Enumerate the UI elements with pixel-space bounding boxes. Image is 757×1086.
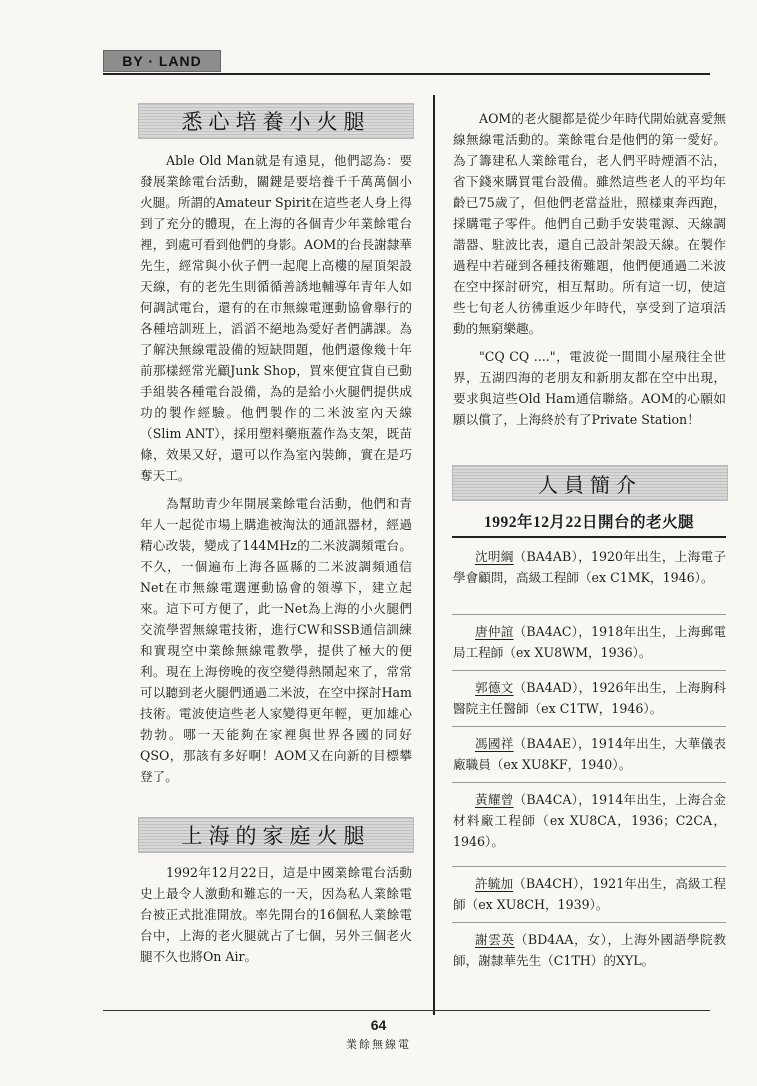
subtitle-rule: [452, 536, 726, 538]
member-entry: [453, 789, 726, 852]
left-paragraph-2: 為幫助青少年開展業餘電台活動，他們和青年人一起從市場上購進被淘汰的通訊器材，經過精心改裝，變成了144MHz的二米波調頻電台。不久，一個遍布上海各區縣的二米波調頻通信Net在市無線電選運動協會的領導下，建立起來。這下可方便了，此一Net為上海的小火腿們交流學習無線電技術，進行CW和SSB通信訓練和實現空中業餘無線電教學，提供了極大的便利。現在上海傍晚的夜空變得熱鬧起來了，常常可以聽到老火腿們通過二米波，在空中探討Ham技術。電波使這些老人家變得更年輕，更加雄心勃勃。哪一天能夠在家裡與世界各國的同好QSO，那該有多好啊！AOM又在向新的目標攀登了。: [140, 496, 412, 784]
heading-member-profiles: 人員簡介: [452, 465, 728, 501]
page-number: 64: [370, 1017, 387, 1033]
member-entry: [453, 873, 726, 915]
heading-shanghai-family-hams: 上海的家庭火腿: [138, 817, 414, 853]
member-divider: [452, 922, 726, 923]
member-name: 沈明綱: [475, 549, 514, 564]
member-desc: （BA4AC），1918年出生，上海郵電局工程師（ex XU8WM，1936）。: [453, 624, 727, 660]
magazine-name: 業餘無線電: [346, 1038, 411, 1051]
member-desc: （BA4CA），1914年出生，上海合金材料廠工程師（ex XU8CA，1936；C2CA，1946）。: [453, 792, 727, 849]
member-desc: （BD4AA，女），上海外國語學院教師，謝隸華先生（C1TH）的XYL。: [453, 932, 726, 968]
header-rule: [103, 73, 710, 75]
heading-train-young-hams: 悉心培養小火腿: [138, 103, 414, 139]
member-name: 謝雲英: [475, 932, 515, 947]
member-desc: （BA4CH），1921年出生，高級工程師（ex XU8CH，1939）。: [453, 876, 726, 912]
member-desc: （BA4AB），1920年出生，上海電子學會顧問，高級工程師（ex C1MK，1946）。: [453, 549, 726, 585]
member-desc: （BA4AE），1914年出生，大華儀表廠職員（ex XU8KF，1940）。: [453, 736, 726, 772]
member-entry: [453, 546, 726, 588]
member-name: 黃耀曾: [475, 792, 514, 807]
member-name: 唐仲誼: [475, 624, 514, 639]
member-name: 郭德文: [475, 680, 514, 695]
footer-rule: [103, 1010, 710, 1011]
member-entry: [453, 929, 726, 971]
member-entry: [453, 677, 726, 719]
member-divider: [452, 726, 726, 727]
section-tag: BY · LAND: [103, 50, 221, 72]
left-paragraph-1: Able Old Man就是有遠見，他們認為：要發展業餘電台活動，關鍵是要培養千千萬萬個小火腿。所謂的Amateur Spirit在這些老人身上得到了充分的體現，在上海的各個青少年業餘電台裡，到處可看到他們的身影。AOM的台長謝隸華先生，經常與小伙子們一起爬上高樓的屋頂架設天線，有的老先生則循循善誘地輔導年青年人如何調試電台，還有的在市無線電運動協會舉行的各種培訓班上，滔滔不絕地為愛好者們講課。為了解決無線電設備的短缺問題，他們還像幾十年前那樣經常光顧Junk Shop，買來便宜貨自已動手組裝各種電台設備，為的是給小火腿們提供成功的製作經驗。他們製作的二米波室內天線（Slim ANT），採用塑料藥瓶蓋作為支架，既苗條，效果又好，還可以作為室內裝飾，實在是巧奪天工。: [140, 153, 412, 483]
member-entry: [453, 621, 726, 663]
right-paragraph-1: AOM的老火腿都是從少年時代開始就喜愛無線無線電活動的。業餘電台是他們的第一愛好。為了籌建私人業餘電台，老人們平時煙酒不沾，省下錢來購買電台設備。雖然這些老人的平均年齡已75歲了，但他們老當益壯，照樣東奔西跑，採購電子零件。他們自己動手安裝電源、天線調諧器、駐波比表，還自己設計架設天線。在製作過程中若碰到各種技術難題，他們便通過二米波在空中探討研究，相互幫助。所有這一切，使這些七旬老人彷彿重返少年時代，享受到了這項活動的無窮樂趣。: [453, 111, 726, 336]
column-divider: [433, 95, 435, 1015]
right-paragraph-2: "CQ CQ ...."，電波從一間間小屋飛往全世界，五湖四海的老朋友和新朋友都在空中出現，要求與這些Old Ham通信聯絡。AOM的心願如願以償了，上海終於有了Private Station！: [453, 349, 726, 427]
member-name: 馮國祥: [475, 736, 514, 751]
member-entry: [453, 733, 726, 775]
member-divider: [452, 782, 726, 783]
members-subtitle: 1992年12月22日開台的老火腿: [483, 514, 694, 531]
member-divider: [452, 614, 726, 615]
left-paragraph-3: 1992年12月22日，這是中國業餘電台活動史上最令人激動和難忘的一天，因為私人業餘電台被正式批准開放。率先開台的16個私人業餘電台中，上海的老火腿就占了七個，另外三個老火腿不久也將On Air。: [140, 865, 412, 964]
member-desc: （BA4AD），1926年出生，上海胸科醫院主任醫師（ex C1TW，1946）。: [453, 680, 727, 716]
member-divider: [452, 670, 726, 671]
member-divider: [452, 866, 726, 867]
member-name: 許毓加: [475, 876, 514, 891]
